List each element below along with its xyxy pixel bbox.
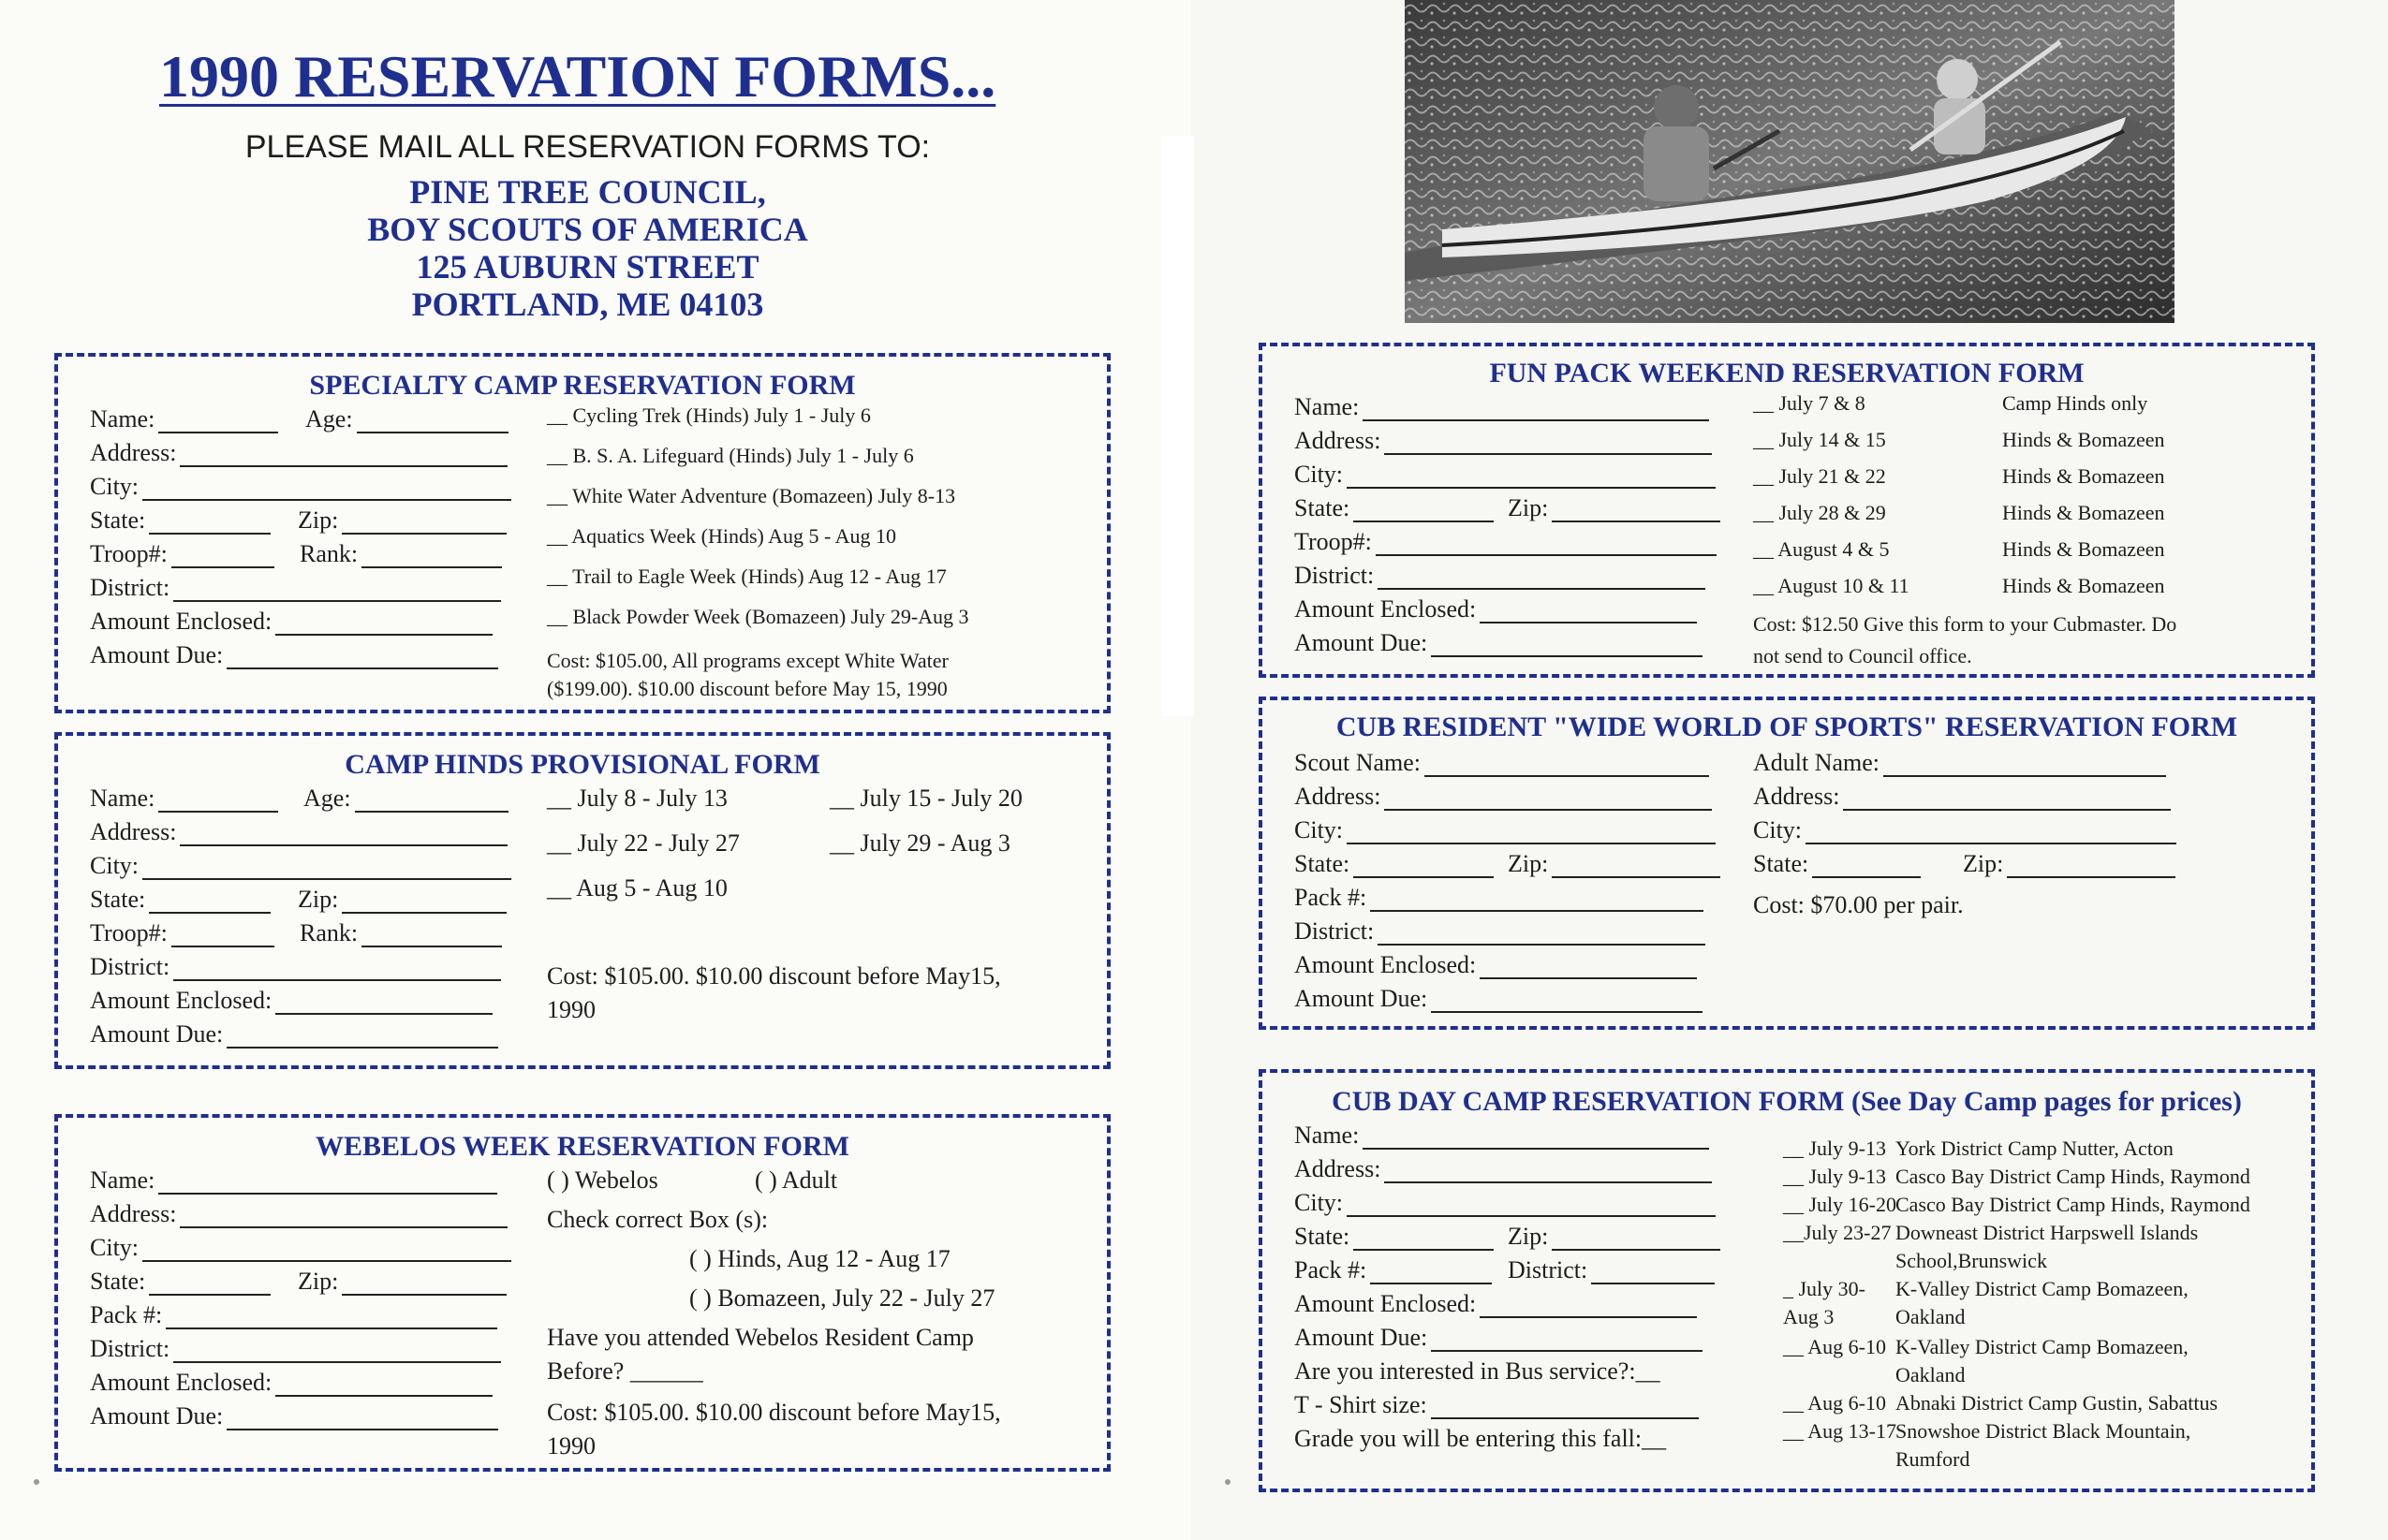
field-label: District: (90, 574, 170, 601)
fill-in-line (1384, 433, 1712, 455)
amount-due-field[interactable] (90, 1020, 498, 1049)
address-field[interactable] (90, 818, 508, 846)
field-label: Age: (303, 785, 351, 812)
troop-field[interactable] (1294, 528, 1717, 556)
weekend-option[interactable]: __ July 7 & 8 (1753, 391, 1865, 415)
camp-location: Hinds & Bomazeen (2002, 428, 2165, 451)
fill-in-line (1591, 1262, 1715, 1284)
field-label: Name: (90, 405, 155, 433)
field-label: Amount Enclosed: (90, 987, 273, 1014)
camp-location: Hinds & Bomazeen (2002, 464, 2165, 488)
name-field[interactable] (90, 785, 278, 813)
program-option[interactable]: __ Aquatics Week (Hinds) Aug 5 - Aug 10 (547, 524, 897, 548)
camp-location: K-Valley District Camp Bomazeen, (1895, 1335, 2189, 1358)
field-label: Zip: (298, 506, 339, 534)
fill-in-line (149, 891, 271, 914)
state-field[interactable] (90, 506, 271, 535)
rank-field[interactable] (300, 919, 502, 947)
field-label: Pack #: (90, 1301, 163, 1328)
field-label: Amount Due: (90, 1402, 224, 1430)
registration-mark (1225, 1479, 1231, 1485)
fill-in-line (227, 1408, 498, 1430)
field-label: Zip: (1508, 850, 1549, 877)
amount-due-field[interactable] (1294, 629, 1703, 657)
field-label: State: (90, 1268, 146, 1295)
session-date[interactable]: __ July 16-20 (1783, 1193, 1896, 1216)
fill-in-line (357, 411, 509, 433)
cost-text: not send to Council office. (1753, 644, 1972, 667)
city-field[interactable] (90, 1234, 511, 1262)
name-field[interactable] (90, 1166, 497, 1195)
fill-in-line (1353, 856, 1494, 878)
field-label: District: (90, 1335, 170, 1362)
cost-text: Cost: $105.00. $10.00 discount before May15, (547, 962, 1001, 990)
form-title: CUB RESIDENT "WIDE WORLD OF SPORTS" RESERVATION FORM (1335, 711, 2238, 742)
fill-in-line (275, 613, 493, 636)
fill-in-line (158, 1172, 497, 1195)
fill-in-line (180, 824, 508, 846)
field-label: Zip: (1508, 494, 1549, 521)
fill-in-line (227, 1026, 498, 1049)
session-date[interactable]: __ July 9-13 (1783, 1137, 1886, 1160)
fill-in-line (1883, 755, 2166, 777)
field-label: State: (1753, 850, 1809, 877)
name-field[interactable] (1294, 1122, 1709, 1150)
fill-in-line (158, 790, 278, 813)
field-label: State: (1294, 850, 1350, 877)
adult-city-field[interactable] (1753, 816, 2176, 844)
field-label: Age: (305, 405, 353, 433)
camp-location: Casco Bay District Camp Hinds, Raymond (1895, 1193, 2250, 1216)
field-label: Amount Enclosed: (1294, 595, 1477, 623)
fill-in-line (166, 1307, 497, 1329)
city-field[interactable] (90, 852, 511, 880)
fill-in-line (173, 579, 501, 602)
fill-in-line (1353, 500, 1494, 522)
amount-enclosed-field[interactable] (1294, 595, 1697, 623)
city-field[interactable] (1294, 816, 1716, 844)
session-date[interactable]: __July 23-27 (1783, 1221, 1892, 1244)
field-label: State: (1294, 494, 1350, 521)
zip-field[interactable] (298, 1268, 507, 1296)
district-field[interactable] (1294, 917, 1705, 946)
field-label: Amount Due: (1294, 629, 1428, 656)
district-field[interactable] (1508, 1256, 1715, 1284)
cost-text: Cost: $70.00 per pair. (1753, 891, 1964, 918)
fill-in-line (1384, 1161, 1712, 1183)
fill-in-line (149, 1273, 271, 1296)
address-field[interactable] (90, 1200, 508, 1228)
field-label: Amount Due: (1294, 1324, 1428, 1351)
cub-day-camp-form (1259, 1069, 2315, 1492)
field-label: District: (1508, 1256, 1588, 1283)
fill-in-line (149, 512, 271, 535)
fill-in-line (361, 925, 502, 947)
field-label: State: (1294, 1223, 1350, 1250)
cost-text: 1990 (547, 996, 596, 1023)
scout-name-field[interactable] (1294, 749, 1709, 777)
field-label: Amount Due: (90, 1020, 224, 1048)
form-title: FUN PACK WEEKEND RESERVATION FORM (1489, 358, 2085, 389)
field-label: Name: (90, 785, 155, 812)
amount-due-field[interactable] (90, 1402, 498, 1430)
field-label: Address: (90, 439, 177, 466)
amount-enclosed-field[interactable] (1294, 1290, 1697, 1318)
fill-in-line (342, 512, 507, 535)
field-label: District: (1294, 562, 1375, 589)
fill-in-line (142, 1239, 511, 1262)
amount-enclosed-field[interactable] (90, 987, 493, 1015)
fill-in-line (1480, 601, 1697, 623)
fill-in-line (1378, 567, 1705, 590)
camp-location: K-Valley District Camp Bomazeen, (1895, 1277, 2189, 1300)
address-line: BOY SCOUTS OF AMERICA (367, 211, 808, 248)
registration-mark (34, 1479, 39, 1485)
fill-in-line (1480, 957, 1697, 979)
state-field[interactable] (90, 1268, 271, 1296)
adult-zip-field[interactable] (1963, 850, 2175, 878)
weekend-option[interactable]: __ August 10 & 11 (1753, 574, 1909, 597)
bus-service-question[interactable] (1294, 1357, 1660, 1386)
city-field[interactable] (1294, 461, 1716, 489)
form-title: CAMP HINDS PROVISIONAL FORM (345, 749, 820, 780)
webelos-checkbox[interactable]: ( ) Webelos (547, 1166, 658, 1194)
amount-due-field[interactable] (1294, 985, 1703, 1013)
camp-location: Downeast District Harpswell Islands (1895, 1221, 2199, 1244)
field-label: Pack #: (1294, 884, 1367, 911)
cost-text: Cost: $12.50 Give this form to your Cubmaster. Do (1753, 612, 2177, 636)
address-field[interactable] (90, 439, 508, 467)
adult-name-field[interactable] (1753, 749, 2166, 777)
fill-in-line (1552, 1228, 1720, 1251)
field-label: Troop#: (90, 919, 168, 946)
address-line: PINE TREE COUNCIL, (409, 173, 766, 211)
camp-location: Hinds & Bomazeen (2002, 537, 2165, 561)
fill-in-line (2007, 856, 2175, 878)
field-label: City: (90, 473, 140, 500)
session-date[interactable]: __ July 9-13 (1783, 1165, 1886, 1188)
session-option[interactable]: __ July 22 - July 27 (547, 829, 740, 857)
attended-question: Have you attended Webelos Resident Camp (547, 1324, 974, 1351)
fill-in-line (171, 925, 274, 947)
field-label: Zip: (298, 1268, 339, 1295)
check-instruction: Check correct Box (s): (547, 1206, 769, 1233)
fill-in-line (1353, 1228, 1494, 1251)
camp-location: Casco Bay District Camp Hinds, Raymond (1895, 1165, 2250, 1188)
fill-in-line (1431, 635, 1703, 657)
field-label: Name: (1294, 393, 1360, 420)
fill-in-line (173, 959, 501, 981)
field-label: Are you interested in Bus service?:__ (1294, 1357, 1660, 1385)
camp-location: Hinds & Bomazeen (2002, 574, 2165, 597)
program-option[interactable]: __ Cycling Trek (Hinds) July 1 - July 6 (547, 403, 871, 427)
adult-checkbox[interactable]: ( ) Adult (755, 1166, 838, 1194)
canoe-photo (1405, 0, 2174, 323)
field-label: City: (90, 852, 140, 879)
field-label: Adult Name: (1753, 749, 1880, 776)
field-label: Amount Enclosed: (1294, 1290, 1477, 1317)
fill-in-line (1363, 399, 1709, 421)
fill-in-line (1363, 1127, 1709, 1150)
cost-text: Cost: $105.00, All programs except White Water (547, 649, 949, 672)
pack-field[interactable] (90, 1301, 497, 1329)
field-label: Troop#: (1294, 528, 1372, 555)
district-field[interactable] (90, 574, 501, 602)
camp-location: School,Brunswick (1895, 1249, 2047, 1272)
field-label: Troop#: (90, 540, 168, 567)
form-title: SPECIALTY CAMP RESERVATION FORM (309, 370, 856, 401)
field-label: Address: (1294, 427, 1381, 454)
zip-field[interactable] (298, 886, 507, 914)
field-label: Address: (1294, 783, 1381, 810)
weekend-option[interactable]: __ July 21 & 22 (1753, 464, 1886, 488)
camp-location: Oakland (1895, 1305, 1966, 1328)
city-field[interactable] (90, 473, 511, 501)
field-label: Rank: (300, 919, 359, 946)
field-label: Zip: (1963, 850, 2004, 877)
program-option[interactable]: __ White Water Adventure (Bomazeen) July 8-13 (547, 484, 956, 507)
program-option[interactable]: __ B. S. A. Lifeguard (Hinds) July 1 - July 6 (547, 444, 914, 467)
zip-field[interactable] (1508, 850, 1720, 878)
tshirt-size-field[interactable] (1294, 1391, 1699, 1419)
name-field[interactable] (90, 405, 278, 433)
field-label: Address: (90, 1200, 177, 1227)
field-label: T - Shirt size: (1294, 1391, 1427, 1418)
name-field[interactable] (1294, 393, 1709, 421)
adult-state-field[interactable] (1753, 850, 1921, 878)
attended-answer[interactable]: Before? ______ (547, 1357, 703, 1385)
fill-in-line (1384, 788, 1712, 811)
field-label: Scout Name: (1294, 749, 1422, 776)
field-label: City: (1294, 461, 1344, 488)
district-field[interactable] (90, 1335, 501, 1363)
weekend-option[interactable]: __ August 4 & 5 (1753, 537, 1890, 561)
zip-field[interactable] (1508, 1223, 1720, 1251)
fill-in-line (1552, 856, 1720, 878)
field-label: Amount Enclosed: (90, 608, 273, 635)
amount-enclosed-field[interactable] (90, 608, 493, 636)
field-label: Zip: (298, 886, 339, 913)
field-label: Name: (1294, 1122, 1360, 1149)
fill-in-line (1376, 534, 1717, 556)
fill-in-line (1552, 500, 1720, 522)
district-field[interactable] (90, 953, 501, 981)
session-date[interactable]: __ Aug 13-17 (1783, 1419, 1896, 1443)
camp-location: Oakland (1895, 1363, 1966, 1386)
troop-field[interactable] (90, 919, 274, 947)
field-label: Grade you will be entering this fall:__ (1294, 1425, 1667, 1452)
amount-enclosed-field[interactable] (1294, 951, 1697, 979)
mail-instruction: PLEASE MAIL ALL RESERVATION FORMS TO: (244, 129, 931, 165)
field-label: Name: (90, 1166, 155, 1194)
fill-in-line (227, 647, 498, 669)
fill-in-line (142, 478, 511, 501)
field-label: Amount Enclosed: (90, 1369, 273, 1396)
field-label: Address: (1753, 783, 1840, 810)
form-title: WEBELOS WEEK RESERVATION FORM (316, 1131, 849, 1162)
field-label: City: (1753, 816, 1803, 843)
fill-in-line (1806, 822, 2176, 844)
session-date[interactable]: __ Aug 6-10 (1783, 1391, 1886, 1415)
page-title: 1990 RESERVATION FORMS... (159, 43, 996, 110)
address-line: 125 AUBURN STREET (416, 248, 759, 286)
field-label: Zip: (1508, 1223, 1549, 1250)
address-field[interactable] (1294, 427, 1712, 455)
fill-in-line (1378, 923, 1705, 946)
specialty-camp-form (54, 353, 1111, 713)
cost-text: ($199.00). $10.00 discount before May 15, 1990 (547, 677, 948, 700)
session-date: Aug 3 (1783, 1305, 1835, 1328)
fill-in-line (1843, 788, 2171, 811)
zip-field[interactable] (1508, 494, 1720, 522)
cost-text: 1990 (547, 1432, 596, 1459)
pack-field[interactable] (1294, 884, 1703, 912)
field-label: City: (1294, 1189, 1344, 1216)
fill-in-line (180, 1206, 508, 1228)
address-line: PORTLAND, ME 04103 (411, 286, 764, 323)
fill-in-line (158, 411, 278, 433)
camp-hinds-provisional-form (54, 732, 1111, 1069)
fill-in-line (142, 858, 511, 880)
city-field[interactable] (1294, 1189, 1716, 1217)
state-field[interactable] (1294, 1223, 1494, 1251)
fill-in-line (1370, 889, 1703, 912)
field-label: Rank: (300, 540, 359, 567)
fill-in-line (180, 445, 508, 467)
state-field[interactable] (1294, 850, 1494, 878)
field-label: Amount Due: (1294, 985, 1428, 1012)
fill-in-line (275, 1374, 493, 1397)
webelos-week-form (54, 1114, 1111, 1472)
camp-location: York District Camp Nutter, Acton (1895, 1137, 2174, 1160)
field-label: City: (1294, 816, 1344, 843)
session-option[interactable]: __ July 29 - Aug 3 (830, 829, 1010, 857)
field-label: State: (90, 886, 146, 913)
amount-due-field[interactable] (90, 641, 498, 669)
age-field[interactable] (303, 785, 509, 813)
address-field[interactable] (1294, 1155, 1712, 1183)
zip-field[interactable] (298, 506, 507, 535)
fill-in-line (342, 891, 507, 914)
amount-enclosed-field[interactable] (90, 1369, 493, 1397)
program-option[interactable]: __ Trail to Eagle Week (Hinds) Aug 12 - Aug 17 (547, 565, 947, 588)
field-label: District: (90, 953, 170, 980)
fill-in-line (171, 546, 274, 568)
camp-location: Abnaki District Camp Gustin, Sabattus (1895, 1391, 2218, 1415)
fill-in-line (275, 992, 493, 1015)
mailing-address (0, 173, 1175, 323)
weekend-option[interactable]: __ July 14 & 15 (1753, 428, 1886, 451)
weekend-option[interactable]: __ July 28 & 29 (1753, 501, 1886, 524)
troop-field[interactable] (90, 540, 274, 568)
session-option[interactable]: __ Aug 5 - Aug 10 (547, 874, 728, 902)
district-field[interactable] (1294, 562, 1705, 590)
pack-field[interactable] (1294, 1256, 1492, 1284)
fill-in-line (1812, 856, 1921, 878)
session-date[interactable]: __ Aug 6-10 (1783, 1335, 1886, 1358)
fill-in-line (1347, 822, 1716, 844)
field-label: Amount Enclosed: (1294, 951, 1477, 978)
fill-in-line (1431, 1329, 1703, 1352)
field-label: Address: (1294, 1155, 1381, 1182)
rank-field[interactable] (300, 540, 502, 568)
state-field[interactable] (1294, 494, 1494, 522)
fill-in-line (1431, 1397, 1699, 1419)
grade-question[interactable] (1294, 1425, 1666, 1453)
fill-in-line (355, 790, 509, 813)
field-label: District: (1294, 917, 1375, 945)
age-field[interactable] (305, 405, 509, 433)
state-field[interactable] (90, 886, 271, 914)
adult-address-field[interactable] (1753, 783, 2171, 811)
fill-in-line (361, 546, 502, 568)
cost-text: Cost: $105.00. $10.00 discount before May15, (547, 1399, 1001, 1426)
amount-due-field[interactable] (1294, 1324, 1703, 1352)
canoe-photo-icon (1405, 0, 2174, 323)
fill-in-line (1431, 990, 1703, 1013)
fill-in-line (1424, 755, 1709, 777)
bomazeen-checkbox[interactable]: ( ) Bomazeen, July 22 - July 27 (689, 1284, 995, 1312)
hinds-checkbox[interactable]: ( ) Hinds, Aug 12 - Aug 17 (689, 1245, 951, 1272)
fill-in-line (173, 1341, 501, 1363)
session-option[interactable]: __ July 8 - July 13 (547, 785, 728, 812)
field-label: Pack #: (1294, 1256, 1367, 1283)
field-label: State: (90, 506, 146, 534)
field-label: City: (90, 1234, 140, 1261)
fill-in-line (1347, 1195, 1716, 1217)
cub-resident-form (1259, 697, 2315, 1030)
session-option[interactable]: __ July 15 - July 20 (830, 785, 1023, 812)
address-field[interactable] (1294, 783, 1712, 811)
field-label: Address: (90, 818, 177, 845)
fill-in-line (1370, 1262, 1492, 1284)
fill-in-line (1480, 1296, 1697, 1318)
program-option[interactable]: __ Black Powder Week (Bomazeen) July 29-Aug 3 (547, 605, 969, 628)
fun-pack-weekend-form (1259, 343, 2315, 678)
form-title: CUB DAY CAMP RESERVATION FORM (See Day Camp pages for prices) (1332, 1086, 2242, 1117)
camp-location: Hinds & Bomazeen (2002, 501, 2165, 524)
field-label: Amount Due: (90, 641, 224, 668)
fill-in-line (342, 1273, 507, 1296)
session-date[interactable]: _ July 30- (1783, 1277, 1865, 1300)
camp-location: Snowshoe District Black Mountain, (1895, 1419, 2191, 1443)
camp-location: Rumford (1895, 1447, 1970, 1471)
fill-in-line (1347, 466, 1716, 489)
camp-location: Camp Hinds only (2002, 391, 2148, 415)
